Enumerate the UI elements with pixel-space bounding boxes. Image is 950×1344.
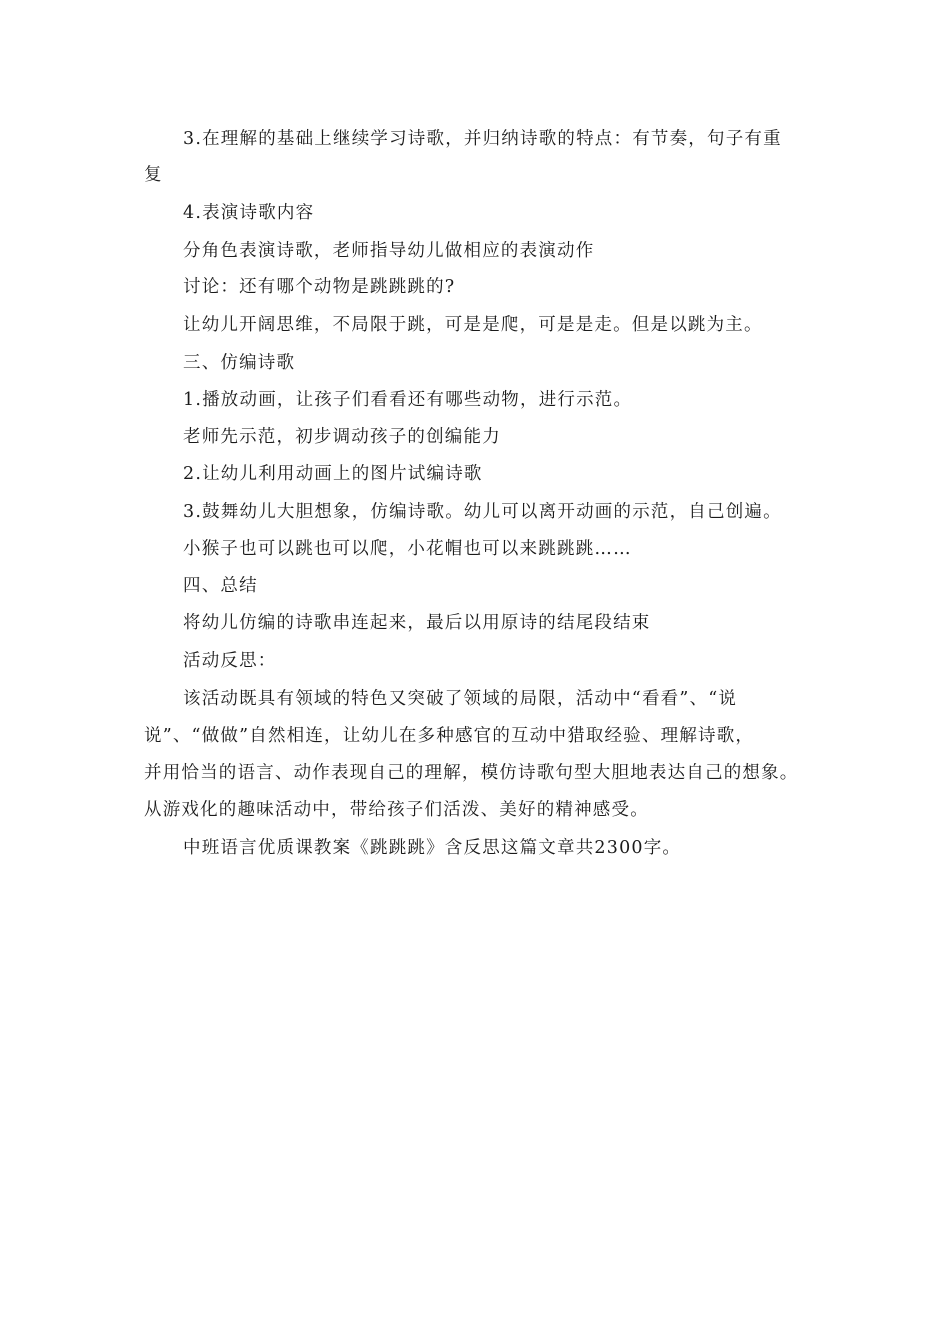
paragraph-role-play: 分角色表演诗歌，老师指导幼儿做相应的表演动作 bbox=[183, 241, 595, 261]
paragraph-step3-line2: 复 bbox=[144, 165, 163, 185]
article-word-count: 中班语言优质课教案《跳跳跳》含反思这篇文章共2300字。 bbox=[183, 838, 682, 858]
section-heading-summary: 四、总结 bbox=[183, 576, 258, 596]
paragraph-reflection-line1: 该活动既具有领域的特色又突破了领域的局限，活动中“看看”、“说 bbox=[183, 689, 738, 709]
paragraph-summary: 将幼儿仿编的诗歌串连起来，最后以用原诗的结尾段结束 bbox=[183, 613, 651, 633]
paragraph-play-animation: 1.播放动画，让孩子们看看还有哪些动物，进行示范。 bbox=[183, 390, 633, 410]
section-heading-imitation: 三、仿编诗歌 bbox=[183, 353, 296, 373]
paragraph-step3-line1: 3.在理解的基础上继续学习诗歌，并归纳诗歌的特点：有节奏，句子有重 bbox=[183, 129, 782, 149]
paragraph-open-thinking: 让幼儿开阔思维，不局限于跳，可是是爬，可是是走。但是以跳为主。 bbox=[183, 315, 763, 335]
paragraph-discussion: 讨论：还有哪个动物是跳跳跳的? bbox=[183, 277, 456, 297]
paragraph-try-compose: 2.让幼儿利用动画上的图片试编诗歌 bbox=[183, 464, 483, 484]
paragraph-reflection-line2: 说”、“做做”自然相连，让幼儿在多种感官的互动中猎取经验、理解诗歌， bbox=[144, 726, 755, 746]
paragraph-teacher-demo: 老师先示范，初步调动孩子的创编能力 bbox=[183, 427, 501, 447]
paragraph-example: 小猴子也可以跳也可以爬，小花帽也可以来跳跳跳…… bbox=[183, 539, 632, 559]
heading-reflection: 活动反思： bbox=[183, 651, 277, 671]
paragraph-encourage: 3.鼓舞幼儿大胆想象，仿编诗歌。幼儿可以离开动画的示范，自己创遍。 bbox=[183, 502, 782, 522]
step4-heading: 4.表演诗歌内容 bbox=[183, 203, 315, 223]
paragraph-reflection-line4: 从游戏化的趣味活动中，带给孩子们活泼、美好的精神感受。 bbox=[144, 800, 649, 820]
paragraph-reflection-line3: 并用恰当的语言、动作表现自己的理解，模仿诗歌句型大胆地表达自己的想象。 bbox=[144, 763, 799, 783]
